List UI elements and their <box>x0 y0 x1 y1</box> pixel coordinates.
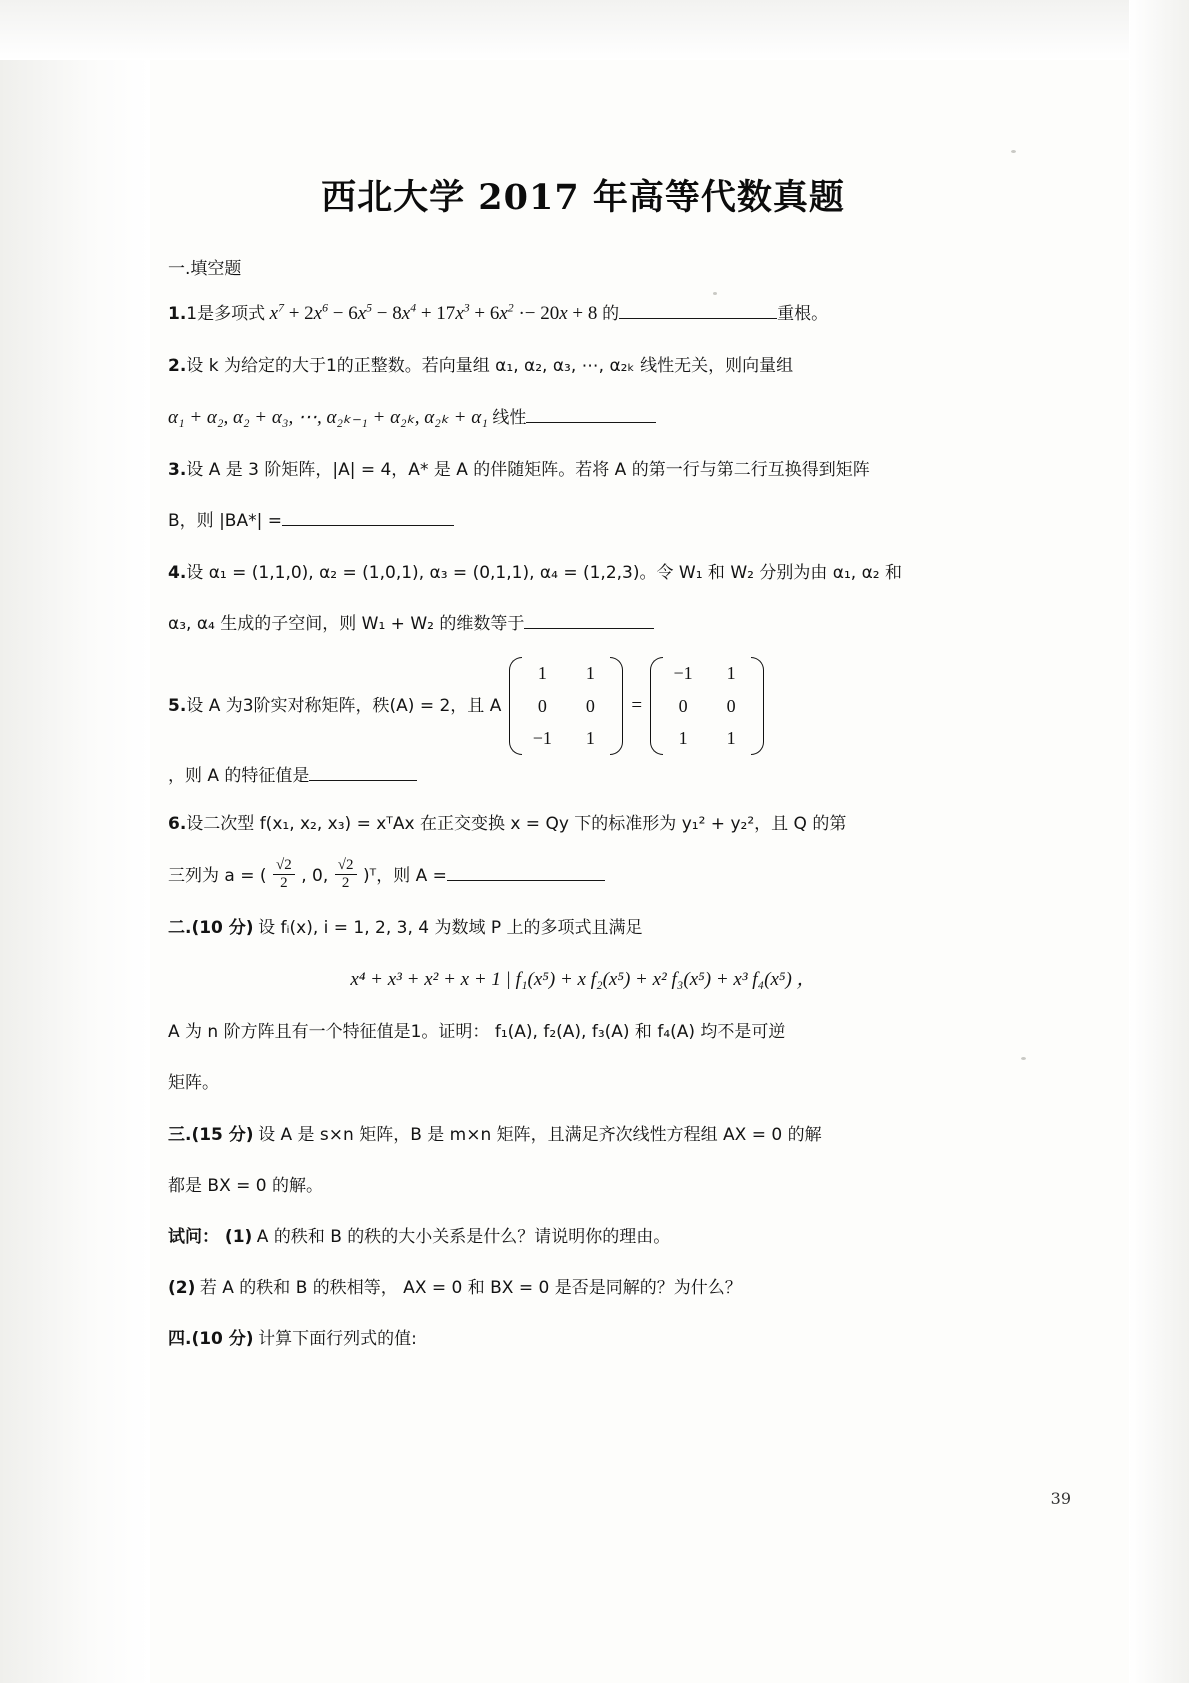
question-5-equals: = <box>631 694 643 716</box>
matrix-cell: 1 <box>537 662 547 683</box>
matrix-cell: 1 <box>585 662 595 683</box>
question-4-answer-blank[interactable] <box>524 611 654 629</box>
question-3-text-a: 设 A 是 3 阶矩阵，|A| = 4，A* 是 A 的伴随矩阵。若将 A 的第一行与第二行互换得到矩阵 <box>186 460 870 481</box>
matrix-cells <box>663 657 751 755</box>
matrix-cell: 0 <box>537 695 547 716</box>
question-4-text-a: 设 α₁ = (1,1,0), α₂ = (1,0,1), α₃ = (0,1,1), α₄ = (1,2,3)。令 W₁ 和 W₂ 分别为由 α₁, α₂ 和 <box>186 562 903 583</box>
problem-three-item-2 <box>168 1270 998 1305</box>
question-1-text-c: 重根。 <box>777 304 829 324</box>
problem-three-number: 三.(15 分) <box>168 1124 254 1145</box>
matrix-paren-right <box>751 657 764 755</box>
question-6-text-a: 设二次型 f(x₁, x₂, x₃) = xᵀAx 在正交变换 x = Qy 下的标准形为 y₁² + y₂²，且 Q 的第 <box>186 814 847 835</box>
problem-two-formula-text: x⁴ + x³ + x² + x + 1 | f₁(x⁵) + x f₂(x⁵) + x² f₃(x⁵) + x³ f₄(x⁵) ， <box>350 969 816 991</box>
matrix-cell: 1 <box>726 662 736 683</box>
scan-speck <box>1021 1057 1026 1060</box>
question-6-fraction-2 <box>335 857 357 893</box>
problem-three-item-1-text: A 的秩和 B 的秩的大小关系是什么？请说明你的理由。 <box>256 1226 671 1247</box>
problem-three-item-2-label: (2) <box>168 1278 196 1299</box>
matrix-paren-right <box>610 657 623 755</box>
problem-two-continued <box>168 1014 998 1049</box>
matrix-cell: 0 <box>585 695 595 716</box>
problem-three-continued <box>168 1168 998 1203</box>
matrix-cell: −1 <box>673 662 693 683</box>
problem-two-text-b: A 为 n 阶方阵且有一个特征值是1。证明： f₁(A), f₂(A), f₃(A) 和 f₄(A) 均不是可逆 <box>168 1022 786 1043</box>
question-5 <box>168 657 998 791</box>
question-5-text-b: ，则 A 的特征值是 <box>168 766 310 787</box>
question-4-number: 4. <box>168 562 187 583</box>
question-3-number: 3. <box>168 460 187 481</box>
problem-two-text-c: 矩阵。 <box>168 1073 219 1094</box>
question-4-text-b: α₃, α₄ 生成的子空间，则 W₁ + W₂ 的维数等于 <box>168 613 525 634</box>
question-6 <box>168 806 998 841</box>
question-5-matrix-right <box>650 657 764 755</box>
problem-two-number: 二.(10 分) <box>168 918 254 939</box>
question-3-text-b: B，则 |BA*| = <box>168 511 282 532</box>
fraction-numerator: √2 <box>273 857 295 875</box>
scan-shadow-top <box>0 0 1189 60</box>
page-number: 39 <box>1050 1489 1071 1508</box>
question-5-answer-blank[interactable] <box>309 763 417 781</box>
fraction-denominator: 2 <box>341 874 350 891</box>
section-heading-fill-in-blanks: 一.填空题 <box>168 259 242 279</box>
question-1-answer-blank[interactable] <box>619 301 777 319</box>
question-2-expression: α₁ + α₂, α₂ + α₃, ⋯, α₂ₖ₋₁ + α₂ₖ, α₂ₖ + α₁ <box>168 407 488 429</box>
fraction-numerator: √2 <box>335 857 357 875</box>
question-5-matrix-left <box>509 657 623 755</box>
question-1-text-b: 的 <box>602 304 620 324</box>
question-1-expression: $x^7 + 2x^6 - 6x^5 - 8x^4 + 17x^3 + 6x^2 \cdot- 20x + 8$ <box>269 301 603 324</box>
question-1-text-a: 1是多项式 <box>186 304 266 324</box>
question-3-continued <box>168 503 998 538</box>
question-1 <box>168 295 998 332</box>
page-title: 西北大学 2017 年高等代数真题 <box>321 177 845 218</box>
problem-two-display-formula <box>168 961 998 998</box>
scan-shadow-right <box>1129 0 1189 1683</box>
problem-three-item-1 <box>168 1219 998 1254</box>
matrix-cell: 1 <box>726 728 736 749</box>
question-6-number: 6. <box>168 814 187 835</box>
question-6-fraction-1 <box>273 857 295 893</box>
matrix-cell: 0 <box>678 695 688 716</box>
question-2-number: 2. <box>168 356 187 377</box>
problem-three-text-a: 设 A 是 s×n 矩阵，B 是 m×n 矩阵，且满足齐次线性方程组 AX = 0 的解 <box>258 1124 822 1145</box>
fraction-denominator: 2 <box>280 874 288 891</box>
question-4 <box>168 555 998 590</box>
problem-four <box>168 1321 998 1356</box>
problem-three <box>168 1117 998 1152</box>
document-body <box>168 170 998 1372</box>
question-5-text-a: 设 A 为3阶实对称矩阵，秩(A) = 2，且 A <box>186 696 502 717</box>
question-2-text-a: 设 k 为给定的大于1的正整数。若向量组 α₁, α₂, α₃, ⋯, α₂ₖ 线性无关，则向量组 <box>186 356 794 377</box>
problem-three-text-b: 都是 BX = 0 的解。 <box>168 1175 323 1196</box>
question-2-continued <box>168 399 998 436</box>
question-3 <box>168 452 998 487</box>
question-6-answer-blank[interactable] <box>447 862 605 880</box>
problem-two <box>168 910 998 945</box>
matrix-paren-left <box>509 657 522 755</box>
matrix-cell: 0 <box>726 695 736 716</box>
matrix-cell: 1 <box>585 728 595 749</box>
question-6-text-d: )ᵀ，则 A = <box>363 865 447 886</box>
matrix-cell: 1 <box>678 728 688 749</box>
question-2 <box>168 348 998 383</box>
question-1-number: 1. <box>168 304 187 324</box>
problem-two-end <box>168 1065 998 1100</box>
problem-four-text-a: 计算下面行列式的值: <box>258 1329 417 1350</box>
problem-four-number: 四.(10 分) <box>168 1329 254 1350</box>
question-6-text-b: 三列为 a = ( <box>168 865 267 886</box>
matrix-paren-left <box>650 657 663 755</box>
question-6-text-c: , 0, <box>301 865 329 886</box>
matrix-cell: −1 <box>532 728 552 749</box>
question-3-answer-blank[interactable] <box>282 508 454 526</box>
problem-two-text-a: 设 fᵢ(x), i = 1, 2, 3, 4 为数域 P 上的多项式且满足 <box>258 918 643 939</box>
question-2-answer-blank[interactable] <box>526 405 656 423</box>
question-6-continued <box>168 858 998 895</box>
question-2-text-b: 线性 <box>492 408 527 429</box>
matrix-cells <box>522 657 610 755</box>
scan-shadow-left <box>0 0 150 1683</box>
question-5-number: 5. <box>168 696 187 717</box>
question-4-continued <box>168 606 998 641</box>
scan-speck <box>1011 150 1016 153</box>
problem-three-item-1-label: 试问： (1) <box>168 1226 253 1247</box>
problem-three-item-2-text: 若 A 的秩和 B 的秩相等， AX = 0 和 BX = 0 是否是同解的？为什么？ <box>199 1278 742 1299</box>
